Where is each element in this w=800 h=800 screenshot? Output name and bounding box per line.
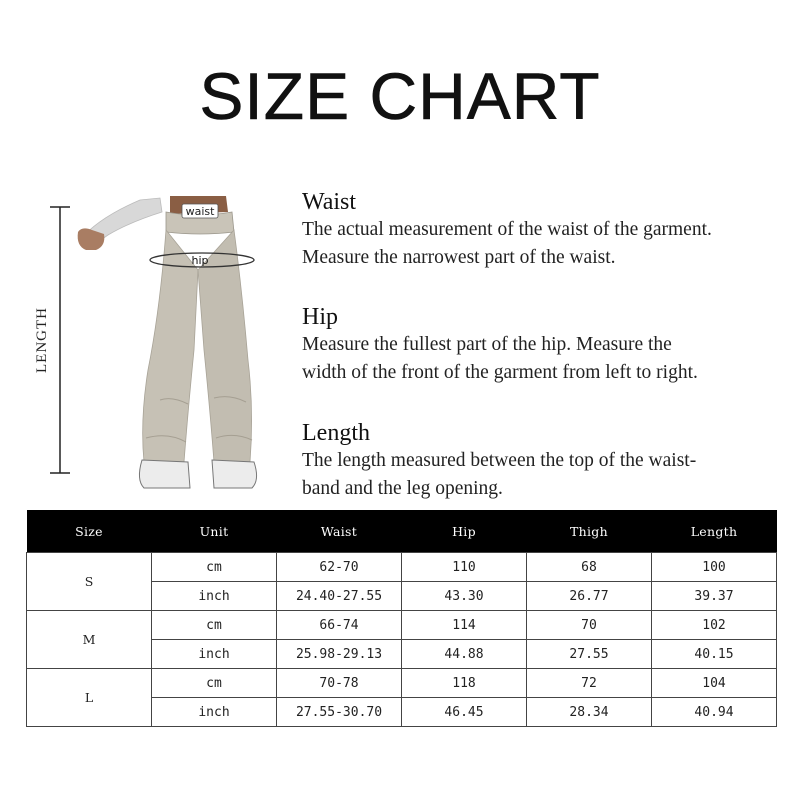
waist-cell: 27.55-30.70: [277, 698, 402, 727]
hip-cell: 118: [402, 669, 527, 698]
hip-cell: 110: [402, 553, 527, 582]
length-cell: 40.15: [652, 640, 777, 669]
table-row: [27, 553, 777, 582]
table-row: [27, 611, 777, 640]
unit-cell: cm: [152, 611, 277, 640]
waist-tag-label: waist: [185, 205, 215, 218]
pants-illustration: [20, 190, 290, 490]
unit-cell: inch: [152, 582, 277, 611]
waist-cell: 24.40-27.55: [277, 582, 402, 611]
unit-cell: cm: [152, 553, 277, 582]
length-heading: Length: [302, 420, 370, 446]
size-cell: L: [27, 669, 152, 727]
hip-tag-label: hip: [191, 254, 209, 267]
hip-description: [302, 303, 782, 387]
length-cell: 100: [652, 553, 777, 582]
unit-cell: inch: [152, 698, 277, 727]
header-thigh: Thigh: [527, 510, 652, 553]
thigh-cell: 27.55: [527, 640, 652, 669]
hip-text-line-2: width of the front of the garment from left to right.: [302, 362, 698, 383]
waist-description: [302, 188, 782, 272]
hip-cell: 43.30: [402, 582, 527, 611]
thigh-cell: 68: [527, 553, 652, 582]
thigh-cell: 72: [527, 669, 652, 698]
waist-cell: 66-74: [277, 611, 402, 640]
waist-text-line-2: Measure the narrowest part of the waist.: [302, 247, 616, 268]
unit-cell: inch: [152, 640, 277, 669]
table-row: [27, 669, 777, 698]
length-description: [302, 419, 782, 503]
unit-cell: cm: [152, 669, 277, 698]
waist-text-line-1: The actual measurement of the waist of the garment.: [302, 219, 712, 240]
length-label: LENGTH: [34, 307, 50, 373]
header-waist: Waist: [277, 510, 402, 553]
length-text-line-1: The length measured between the top of the waist-: [302, 450, 697, 471]
header-length: Length: [652, 510, 777, 553]
hip-cell: 44.88: [402, 640, 527, 669]
thigh-cell: 28.34: [527, 698, 652, 727]
header-hip: Hip: [402, 510, 527, 553]
length-cell: 39.37: [652, 582, 777, 611]
pants-model-image: [20, 190, 290, 490]
waist-cell: 62-70: [277, 553, 402, 582]
header-unit: Unit: [152, 510, 277, 553]
length-text-line-2: band and the leg opening.: [302, 478, 503, 499]
header-size: Size: [27, 510, 152, 553]
thigh-cell: 70: [527, 611, 652, 640]
length-cell: 104: [652, 669, 777, 698]
size-cell: M: [27, 611, 152, 669]
length-cell: 40.94: [652, 698, 777, 727]
size-cell: S: [27, 553, 152, 611]
page-title: SIZE CHART: [199, 59, 601, 133]
table-header-row: [27, 510, 777, 553]
hip-cell: 46.45: [402, 698, 527, 727]
hip-cell: 114: [402, 611, 527, 640]
hip-heading: Hip: [302, 304, 338, 330]
waist-heading: Waist: [302, 189, 357, 215]
hip-text-line-1: Measure the fullest part of the hip. Measure the: [302, 334, 672, 355]
size-table: [26, 510, 777, 727]
thigh-cell: 26.77: [527, 582, 652, 611]
waist-cell: 25.98-29.13: [277, 640, 402, 669]
waist-cell: 70-78: [277, 669, 402, 698]
length-cell: 102: [652, 611, 777, 640]
